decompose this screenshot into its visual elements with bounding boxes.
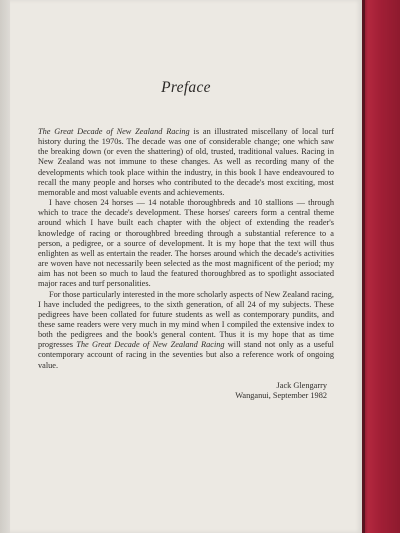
- book-cover-edge: [362, 0, 400, 533]
- paragraph-3-text-before: For those particularly interested in the more scholarly aspects of New Zealand racing, I have included the pedigrees, to the sixth generation, of all 24 of my subjects. These pedigrees have been collated for future students as well as contemporary pundits, and these same readers were very much in my mind when I compiled the extensive index to both the pedigrees and the book's general content. Thus it is my hope that as time progresses: [38, 289, 334, 350]
- paragraph-1-text: is an illustrated miscellany of local turf history during the 1970s. The decade was one of considerable change; one which saw the breaking down (or even the shattering) of old, trusted, traditional values. Racing in New Zealand was not immune to these changes. As well as recording many of the developments which took place within the industry, in this book I have endeavoured to recall the many people and horses who contributed to the decade's most exciting, most memorable and most valuable events and achievements.: [38, 127, 334, 197]
- page-title: Preface: [161, 79, 211, 96]
- paragraph-3: [38, 290, 334, 371]
- paragraph-1: [38, 127, 334, 198]
- paragraph-3-text-after: will stand not only as a useful contemporary account of racing in the seventies but also a reference work of ongoing value.: [38, 340, 334, 370]
- place-and-date: Wanganui, September 1982: [235, 391, 327, 401]
- preface-body: [38, 127, 334, 401]
- cover-inner-edge: [362, 0, 365, 533]
- book-title-reference: The Great Decade of New Zealand Racing: [38, 127, 190, 136]
- book-title-reference: The Great Decade of New Zealand Racing: [76, 340, 225, 350]
- signature-block: [38, 381, 334, 402]
- paragraph-2: I have chosen 24 horses — 14 notable thoroughbreds and 10 stallions — through which to trace the decade's development. These horses' careers form a central theme around which I have built each chapter with the object of extending the reader's knowledge of racing or thoroughbred breeding through a substantial reference to a person, a pedigree, or a source of development. It is my hope that the text will thus enlighten as well as entertain the reader. The horses around which the decade's activities are woven have not necessarily been selected as the most magnificent of the period; my aim has not been so much to laud the featured thoroughbred as to spotlight associated major races and turf personalities.: [38, 198, 334, 289]
- author-name: Jack Glengarry: [276, 380, 327, 390]
